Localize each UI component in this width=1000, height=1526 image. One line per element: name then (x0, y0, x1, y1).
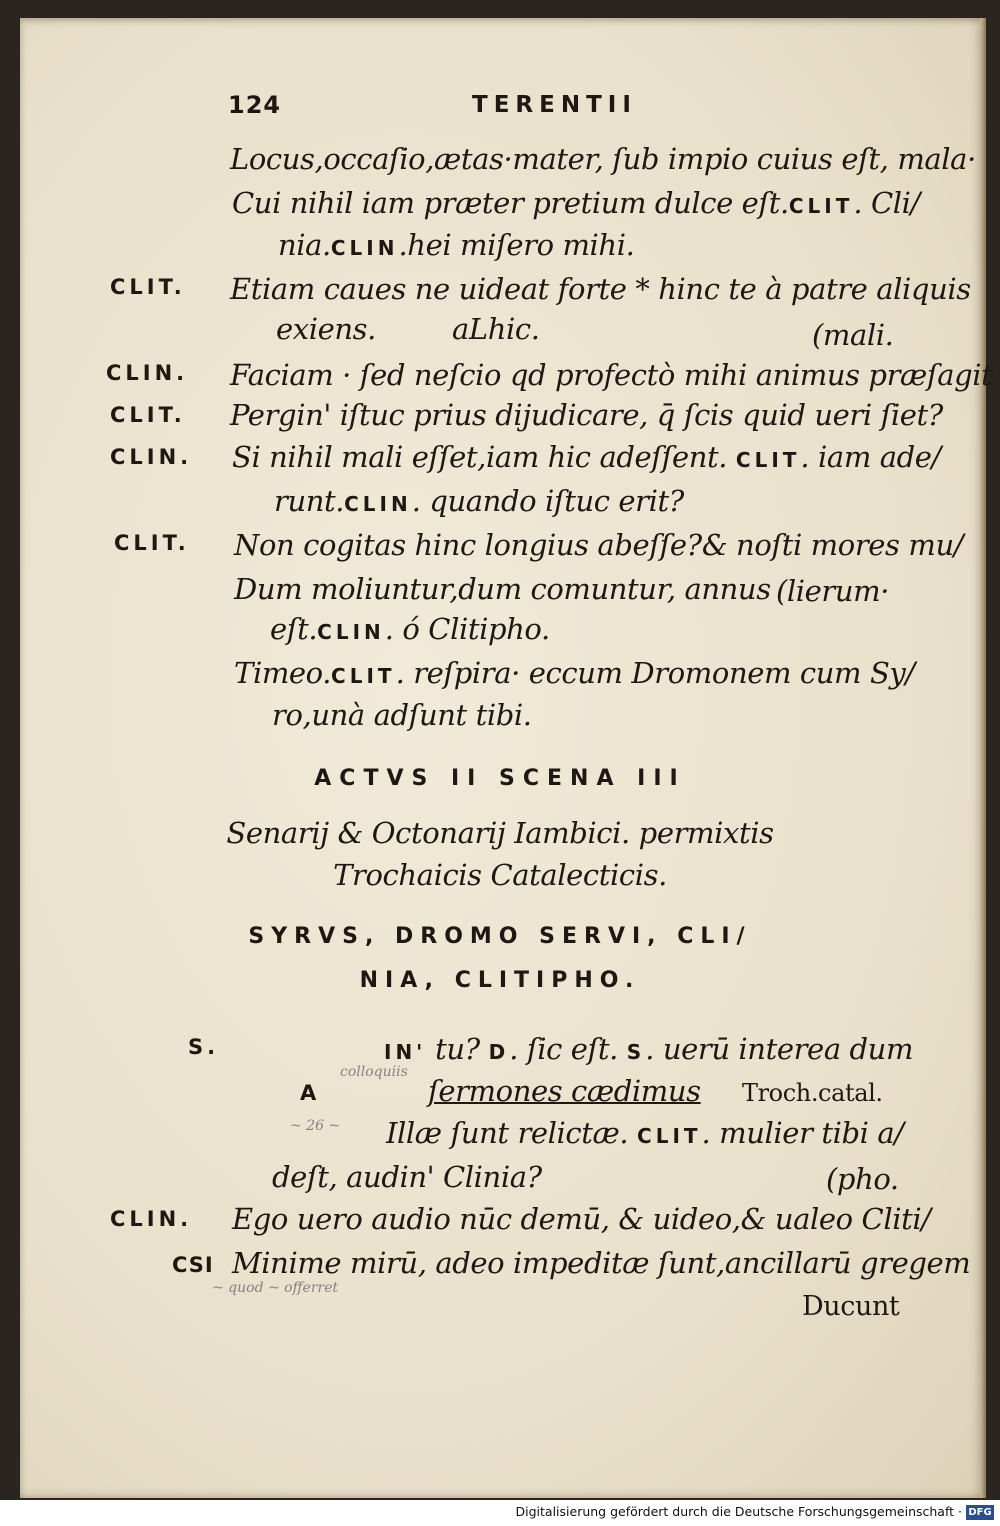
speaker-label: CSI (172, 1253, 214, 1277)
line-9-tail: . quando iſtuc erit? (411, 484, 684, 518)
text-line-5c: (mali. (812, 318, 894, 352)
cast-list-line-2: NIA, CLITIPHO. (359, 968, 641, 993)
catchword: Ducunt (802, 1291, 900, 1322)
text-line-14: ro,unà adſunt tibi. (272, 698, 532, 732)
line-2-tail: . Cli/ (853, 186, 920, 220)
text-line-7: Pergin' iſtuc prius dijudicare, q̄ ſcis quid ueri ſiet? (230, 398, 943, 432)
scene-line-3-tail: . mulier tibi a/ (701, 1116, 904, 1150)
text-line-13 (234, 656, 915, 693)
speaker-abbrev: CLIN (330, 236, 399, 260)
scene-heading: ACTVS II SCENA III (314, 766, 686, 791)
speaker-abbrev: S (626, 1040, 646, 1064)
text-line-5b: aLhic. (452, 312, 540, 346)
scene-line-4a: deſt, audin' Clinia? (272, 1160, 542, 1194)
text-line-4: Etiam caues ne uideat forte * hinc te à patre aliquis (230, 272, 971, 306)
page-number: 124 (228, 91, 282, 119)
funding-notice: Digitalisierung gefördert durch die Deutsche Forschungsgemeinschaft · (515, 1504, 962, 1519)
text-line-9 (274, 484, 684, 521)
speaker-abbrev: CLIT (637, 1124, 702, 1148)
speaker-label: CLIT. (114, 531, 190, 555)
line-13-tail: . reſpira· eccum Dromonem cum Sy/ (395, 656, 915, 690)
text-line-10: Non cogitas hinc longius abeſſe?& noſti mores mu/ (234, 528, 964, 562)
page-edge-shadow (980, 18, 986, 1498)
scene-line-5: Ego uero audio nūc demū, & uideo,& ualeo Cliti/ (232, 1202, 931, 1236)
text-line-1: Locus,occaſio,ætas·mater, ſub impio cuius eſt, mala· (230, 142, 976, 176)
running-title: TERENTII (472, 92, 637, 118)
text-line-12 (270, 612, 550, 649)
line-3-tail: .hei miſero mihi. (398, 228, 635, 262)
speaker-abbrev: CLIT (735, 448, 801, 472)
line-9-text: runt. (274, 484, 345, 518)
line-12-text: eſt. (270, 612, 318, 646)
speaker-label: CLIN. (110, 1207, 193, 1231)
meter-note-line-2: Trochaicis Catalecticis. (333, 858, 667, 892)
scene-line-1-tail: . uerū interea dum (645, 1032, 914, 1066)
speaker-label: CLIT. (110, 403, 186, 427)
handwritten-note: colloquiis (340, 1064, 408, 1080)
handwritten-note: ~ 26 ~ (290, 1118, 341, 1134)
speaker-label: S. (188, 1035, 220, 1059)
line-13-text: Timeo. (234, 656, 332, 690)
text-line-11b: (lierum· (776, 574, 890, 608)
scene-line-1 (384, 1032, 913, 1069)
text-line-2 (232, 186, 920, 223)
text-line-6: Faciam · ſed neſcio qd profectò mihi animus præſagit (230, 358, 993, 392)
speaker-abbrev: IN' (384, 1040, 427, 1064)
scene-line-4b: (pho. (826, 1162, 899, 1196)
scene-line-3-text: Illæ ſunt relictæ. (386, 1116, 629, 1150)
scene-line-1-text-b: . ſic eſt. (509, 1032, 618, 1066)
line-2-text: Cui nihil iam præter pretium dulce eſt. (232, 186, 789, 220)
text-line-5a: exiens. (276, 312, 376, 346)
scene-line-6: Minime mirū, adeo impeditæ ſunt,ancillarū gregem (232, 1246, 971, 1280)
line-8-text: Si nihil mali eſſet,iam hic adeſſent. (232, 440, 728, 474)
speaker-abbrev: D (488, 1040, 510, 1064)
speaker-label: CLIN. (110, 445, 193, 469)
speaker-abbrev: CLIT (788, 194, 854, 218)
scene-line-2: ſermones cædimus (428, 1074, 701, 1108)
speaker-abbrev: CLIN (317, 620, 385, 644)
speaker-label: CLIN. (106, 361, 189, 385)
meter-margin-note: Troch.catal. (742, 1079, 883, 1107)
meter-note-line-1: Senarij & Octonarij Iambici. permixtis (226, 816, 774, 850)
speaker-abbrev: CLIT (331, 664, 396, 688)
scene-line-1-text: tu? (435, 1032, 480, 1066)
speaker-label: CLIT. (110, 275, 186, 299)
speaker-label: A (300, 1081, 321, 1105)
line-12-tail: . ó Clitipho. (384, 612, 550, 646)
footer-bar (0, 1500, 1000, 1526)
line-3-text: nia. (278, 228, 331, 262)
speaker-abbrev: CLIN (344, 492, 412, 516)
line-8-tail: . iam ade/ (800, 440, 941, 474)
text-line-3 (278, 228, 634, 265)
handwritten-note: ~ quod ~ offerret (212, 1280, 339, 1296)
text-line-11a: Dum moliuntur,dum comuntur, annus (234, 572, 771, 606)
cast-list-line-1: SYRVS, DROMO SERVI, CLI/ (248, 924, 752, 949)
dfg-logo: DFG (966, 1505, 994, 1520)
text-line-8 (232, 440, 941, 477)
scene-line-3 (386, 1116, 904, 1153)
